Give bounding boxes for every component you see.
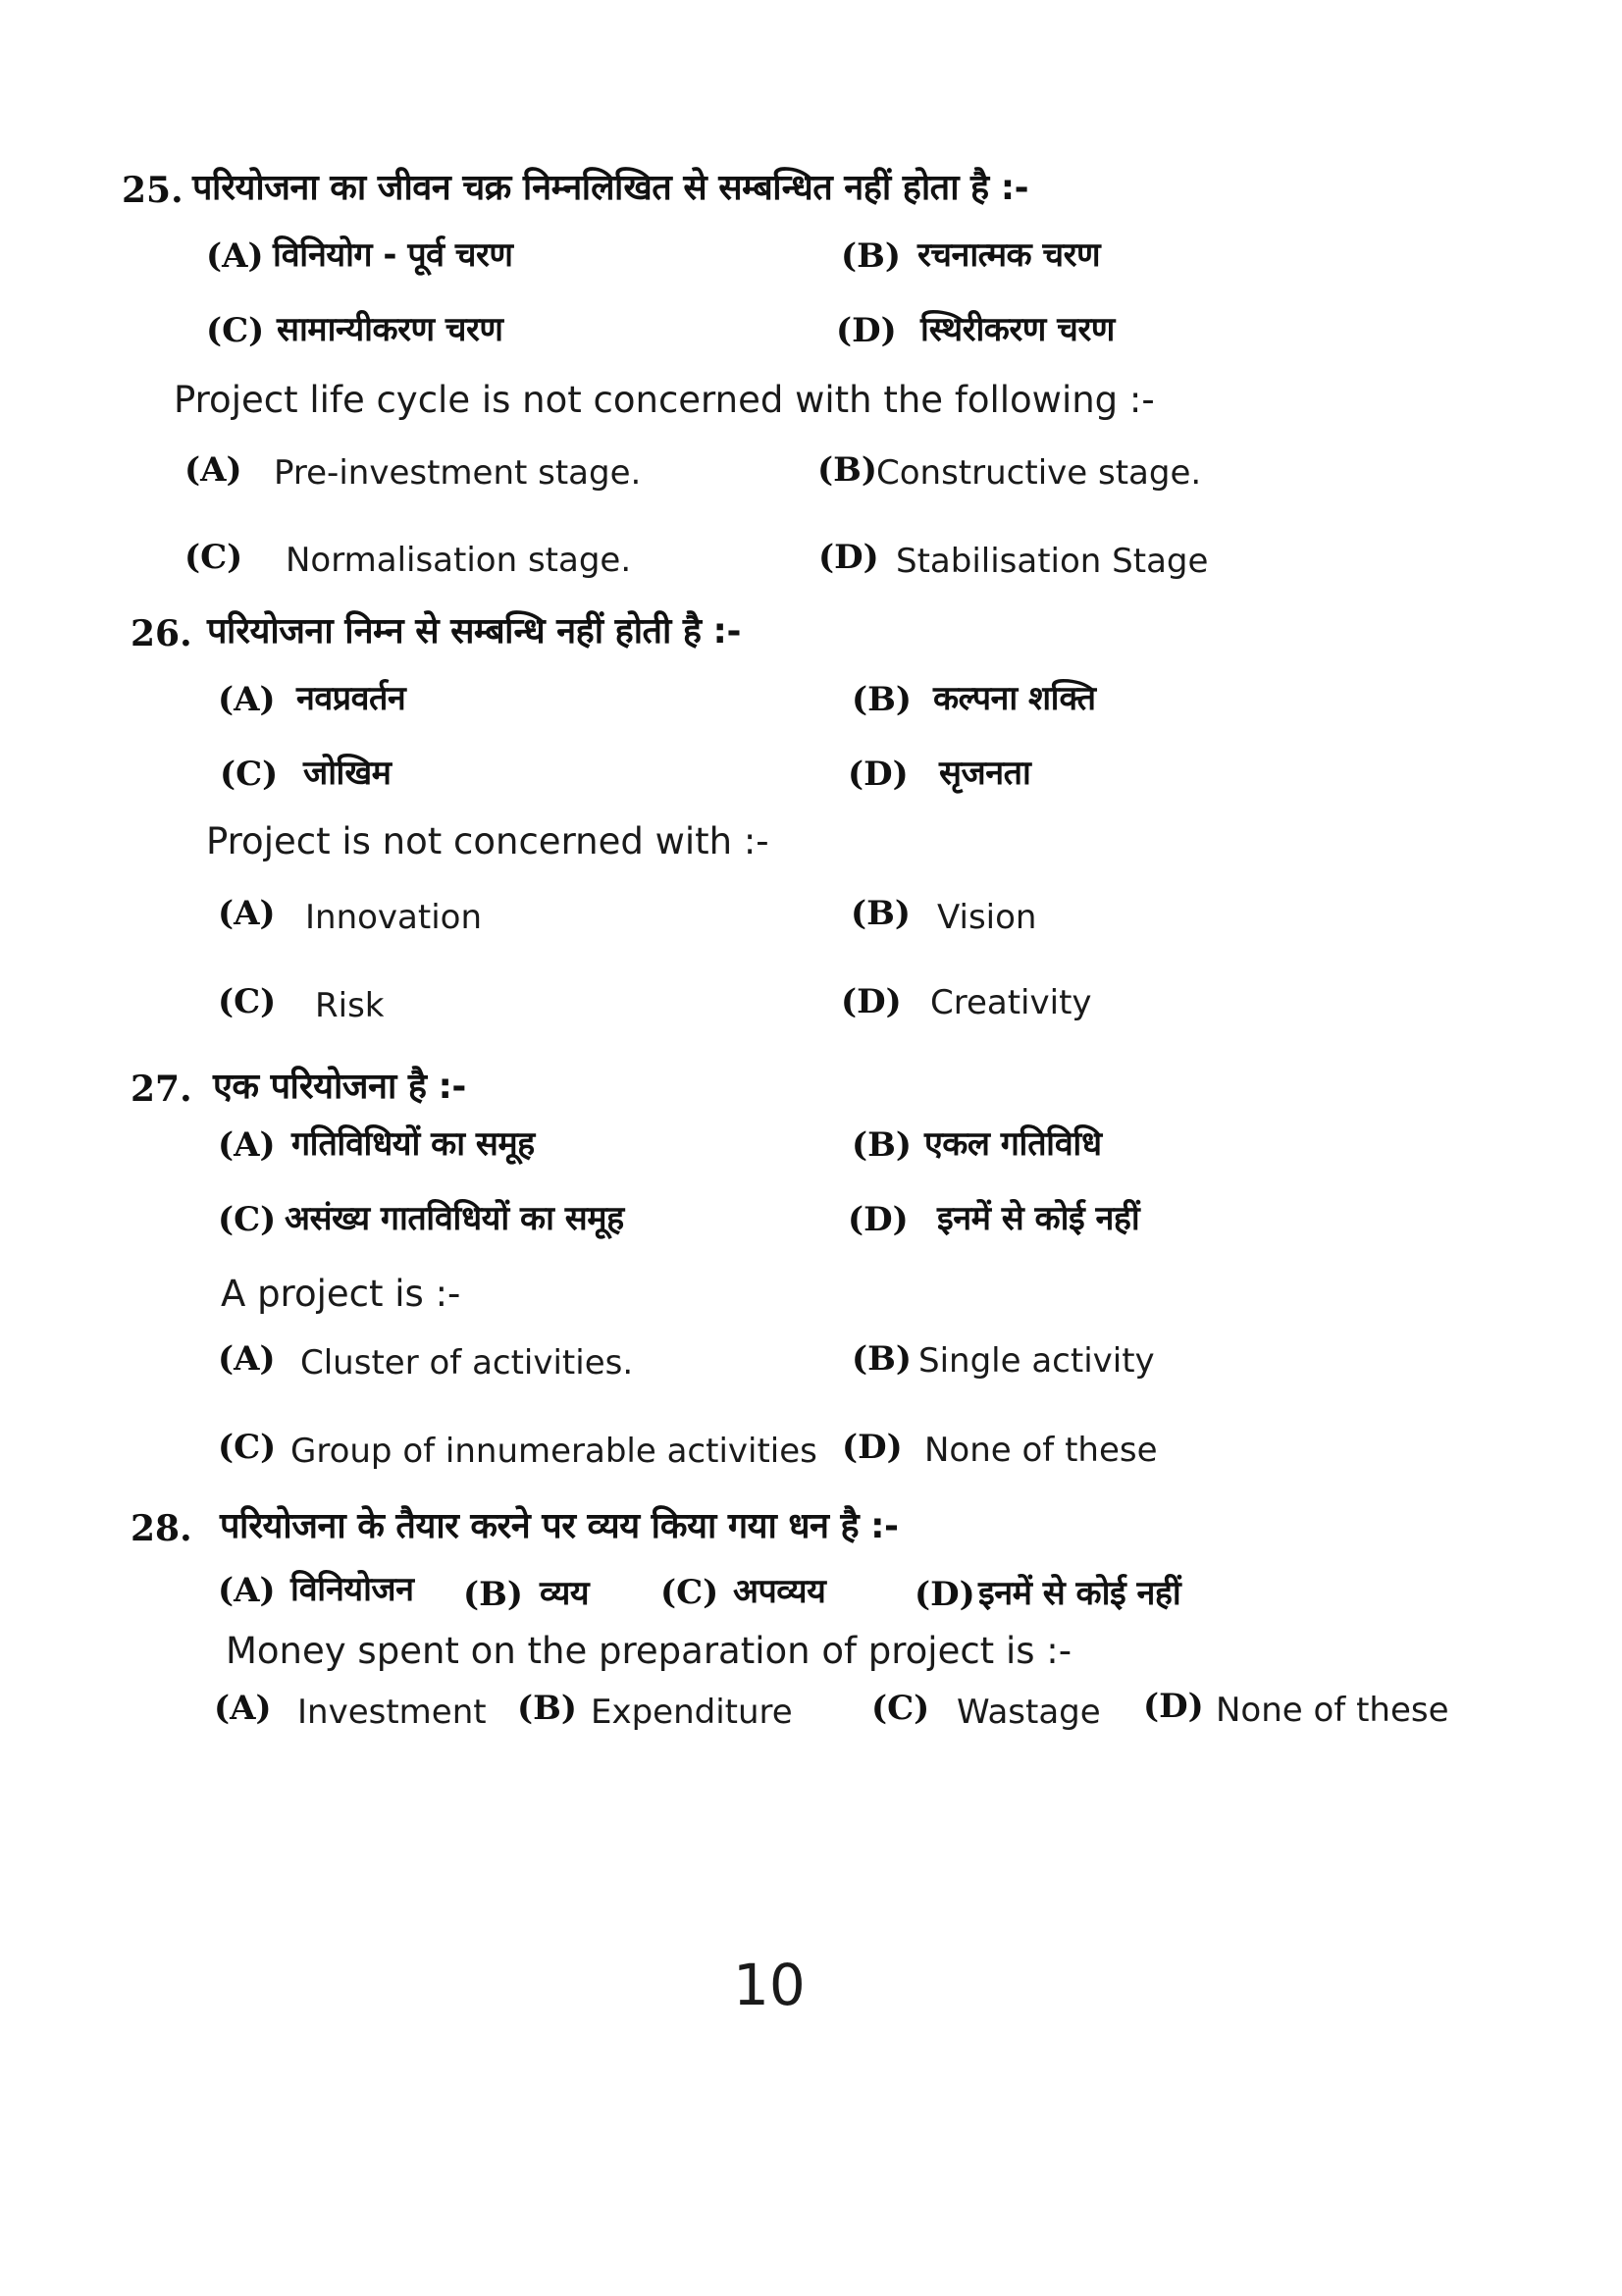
option-label: (C)	[660, 1573, 719, 1612]
option-text-hindi: विनियोग - पूर्व चरण	[273, 235, 513, 275]
option-text-hindi: अपव्यय	[733, 1572, 826, 1611]
option-label: (C)	[206, 311, 265, 350]
option-label: (D)	[848, 1200, 909, 1239]
question-number: 27.	[131, 1069, 192, 1110]
option-label: (A)	[218, 894, 276, 933]
option-label: (B)	[517, 1689, 577, 1728]
option-text-english: Pre-investment stage.	[274, 453, 642, 493]
question-text-hindi: परियोजना निम्न से सम्बन्धि नहीं होती है :-	[207, 611, 741, 652]
question-text-hindi: परियोजना के तैयार करने पर व्यय किया गया धन है :-	[220, 1506, 899, 1546]
option-label: (B)	[852, 680, 912, 719]
option-label: (B)	[852, 1125, 912, 1165]
option-label: (A)	[218, 1571, 276, 1610]
option-text-hindi: विनियोजन	[290, 1570, 414, 1609]
option-text-hindi: सृजनता	[939, 754, 1031, 793]
option-text-english: Innovation	[305, 898, 483, 937]
option-text-english: Constructive stage.	[876, 453, 1202, 493]
question-number: 26.	[131, 613, 192, 654]
option-label: (D)	[915, 1575, 975, 1614]
question-number: 28.	[131, 1508, 192, 1549]
option-text-hindi: एकल गतिविधि	[924, 1124, 1102, 1164]
option-text-english: Normalisation stage.	[286, 541, 632, 580]
option-text-hindi: स्थिरीकरण चरण	[920, 310, 1115, 349]
option-text-english: Investment	[297, 1693, 487, 1732]
option-text-hindi: कल्पना शक्ति	[933, 679, 1096, 718]
option-label: (D)	[842, 1428, 903, 1467]
option-label: (C)	[218, 982, 277, 1021]
option-label: (C)	[220, 755, 279, 794]
option-label: (D)	[1143, 1687, 1204, 1726]
option-text-english: Cluster of activities.	[300, 1343, 634, 1383]
option-text-hindi: असंख्य गातविधियों का समूह	[285, 1199, 624, 1238]
option-label: (D)	[848, 755, 909, 794]
option-label: (A)	[218, 1339, 276, 1379]
option-text-english: Stabilisation Stage	[896, 542, 1209, 581]
question-text-hindi: परियोजना का जीवन चक्र निम्नलिखित से सम्बन्धित नहीं होता है :-	[192, 168, 1029, 208]
option-text-english: Single activity	[918, 1341, 1155, 1381]
option-text-english: Group of innumerable activities	[290, 1432, 817, 1471]
question-text-english: Project life cycle is not concerned with the following :-	[174, 379, 1155, 421]
option-text-english: Expenditure	[591, 1693, 793, 1732]
option-label: (B)	[817, 450, 877, 490]
option-label: (C)	[184, 538, 243, 577]
question-number: 25.	[122, 170, 183, 211]
option-text-hindi: इनमें से कोई नहीं	[937, 1199, 1140, 1238]
option-label: (D)	[836, 311, 897, 350]
option-label: (A)	[184, 450, 242, 490]
option-label: (B)	[463, 1575, 523, 1614]
option-label: (D)	[818, 538, 879, 577]
question-text-english: Project is not concerned with :-	[206, 820, 769, 862]
option-label: (B)	[841, 236, 901, 276]
option-label: (C)	[871, 1689, 930, 1728]
page-number: 10	[733, 1952, 806, 2018]
option-label: (A)	[206, 236, 264, 276]
option-label: (C)	[218, 1200, 277, 1239]
option-label: (B)	[852, 1339, 912, 1379]
option-text-english: None of these	[924, 1431, 1158, 1470]
question-text-english: A project is :-	[221, 1273, 461, 1315]
option-label: (A)	[214, 1689, 272, 1728]
option-text-hindi: रचनात्मक चरण	[917, 235, 1101, 275]
option-text-english: Risk	[315, 986, 385, 1025]
option-text-english: Wastage	[957, 1693, 1101, 1732]
option-text-hindi: गतिविधियों का समूह	[291, 1124, 535, 1164]
option-label: (D)	[841, 982, 902, 1021]
question-text-english: Money spent on the preparation of project is :-	[226, 1630, 1073, 1672]
option-text-english: Creativity	[930, 983, 1092, 1022]
option-text-hindi: नवप्रवर्तन	[296, 679, 406, 718]
option-text-hindi: इनमें से कोई नहीं	[978, 1574, 1181, 1613]
option-text-english: None of these	[1216, 1691, 1449, 1730]
option-label: (B)	[851, 894, 911, 933]
option-label: (A)	[218, 1125, 276, 1165]
option-text-hindi: सामान्यीकरण चरण	[277, 310, 503, 349]
option-text-english: Vision	[937, 898, 1037, 937]
option-label: (A)	[218, 680, 276, 719]
option-text-hindi: व्यय	[540, 1574, 590, 1613]
question-text-hindi: एक परियोजना है :-	[213, 1067, 466, 1107]
option-text-hindi: जोखिम	[303, 754, 392, 793]
option-label: (C)	[218, 1428, 277, 1467]
